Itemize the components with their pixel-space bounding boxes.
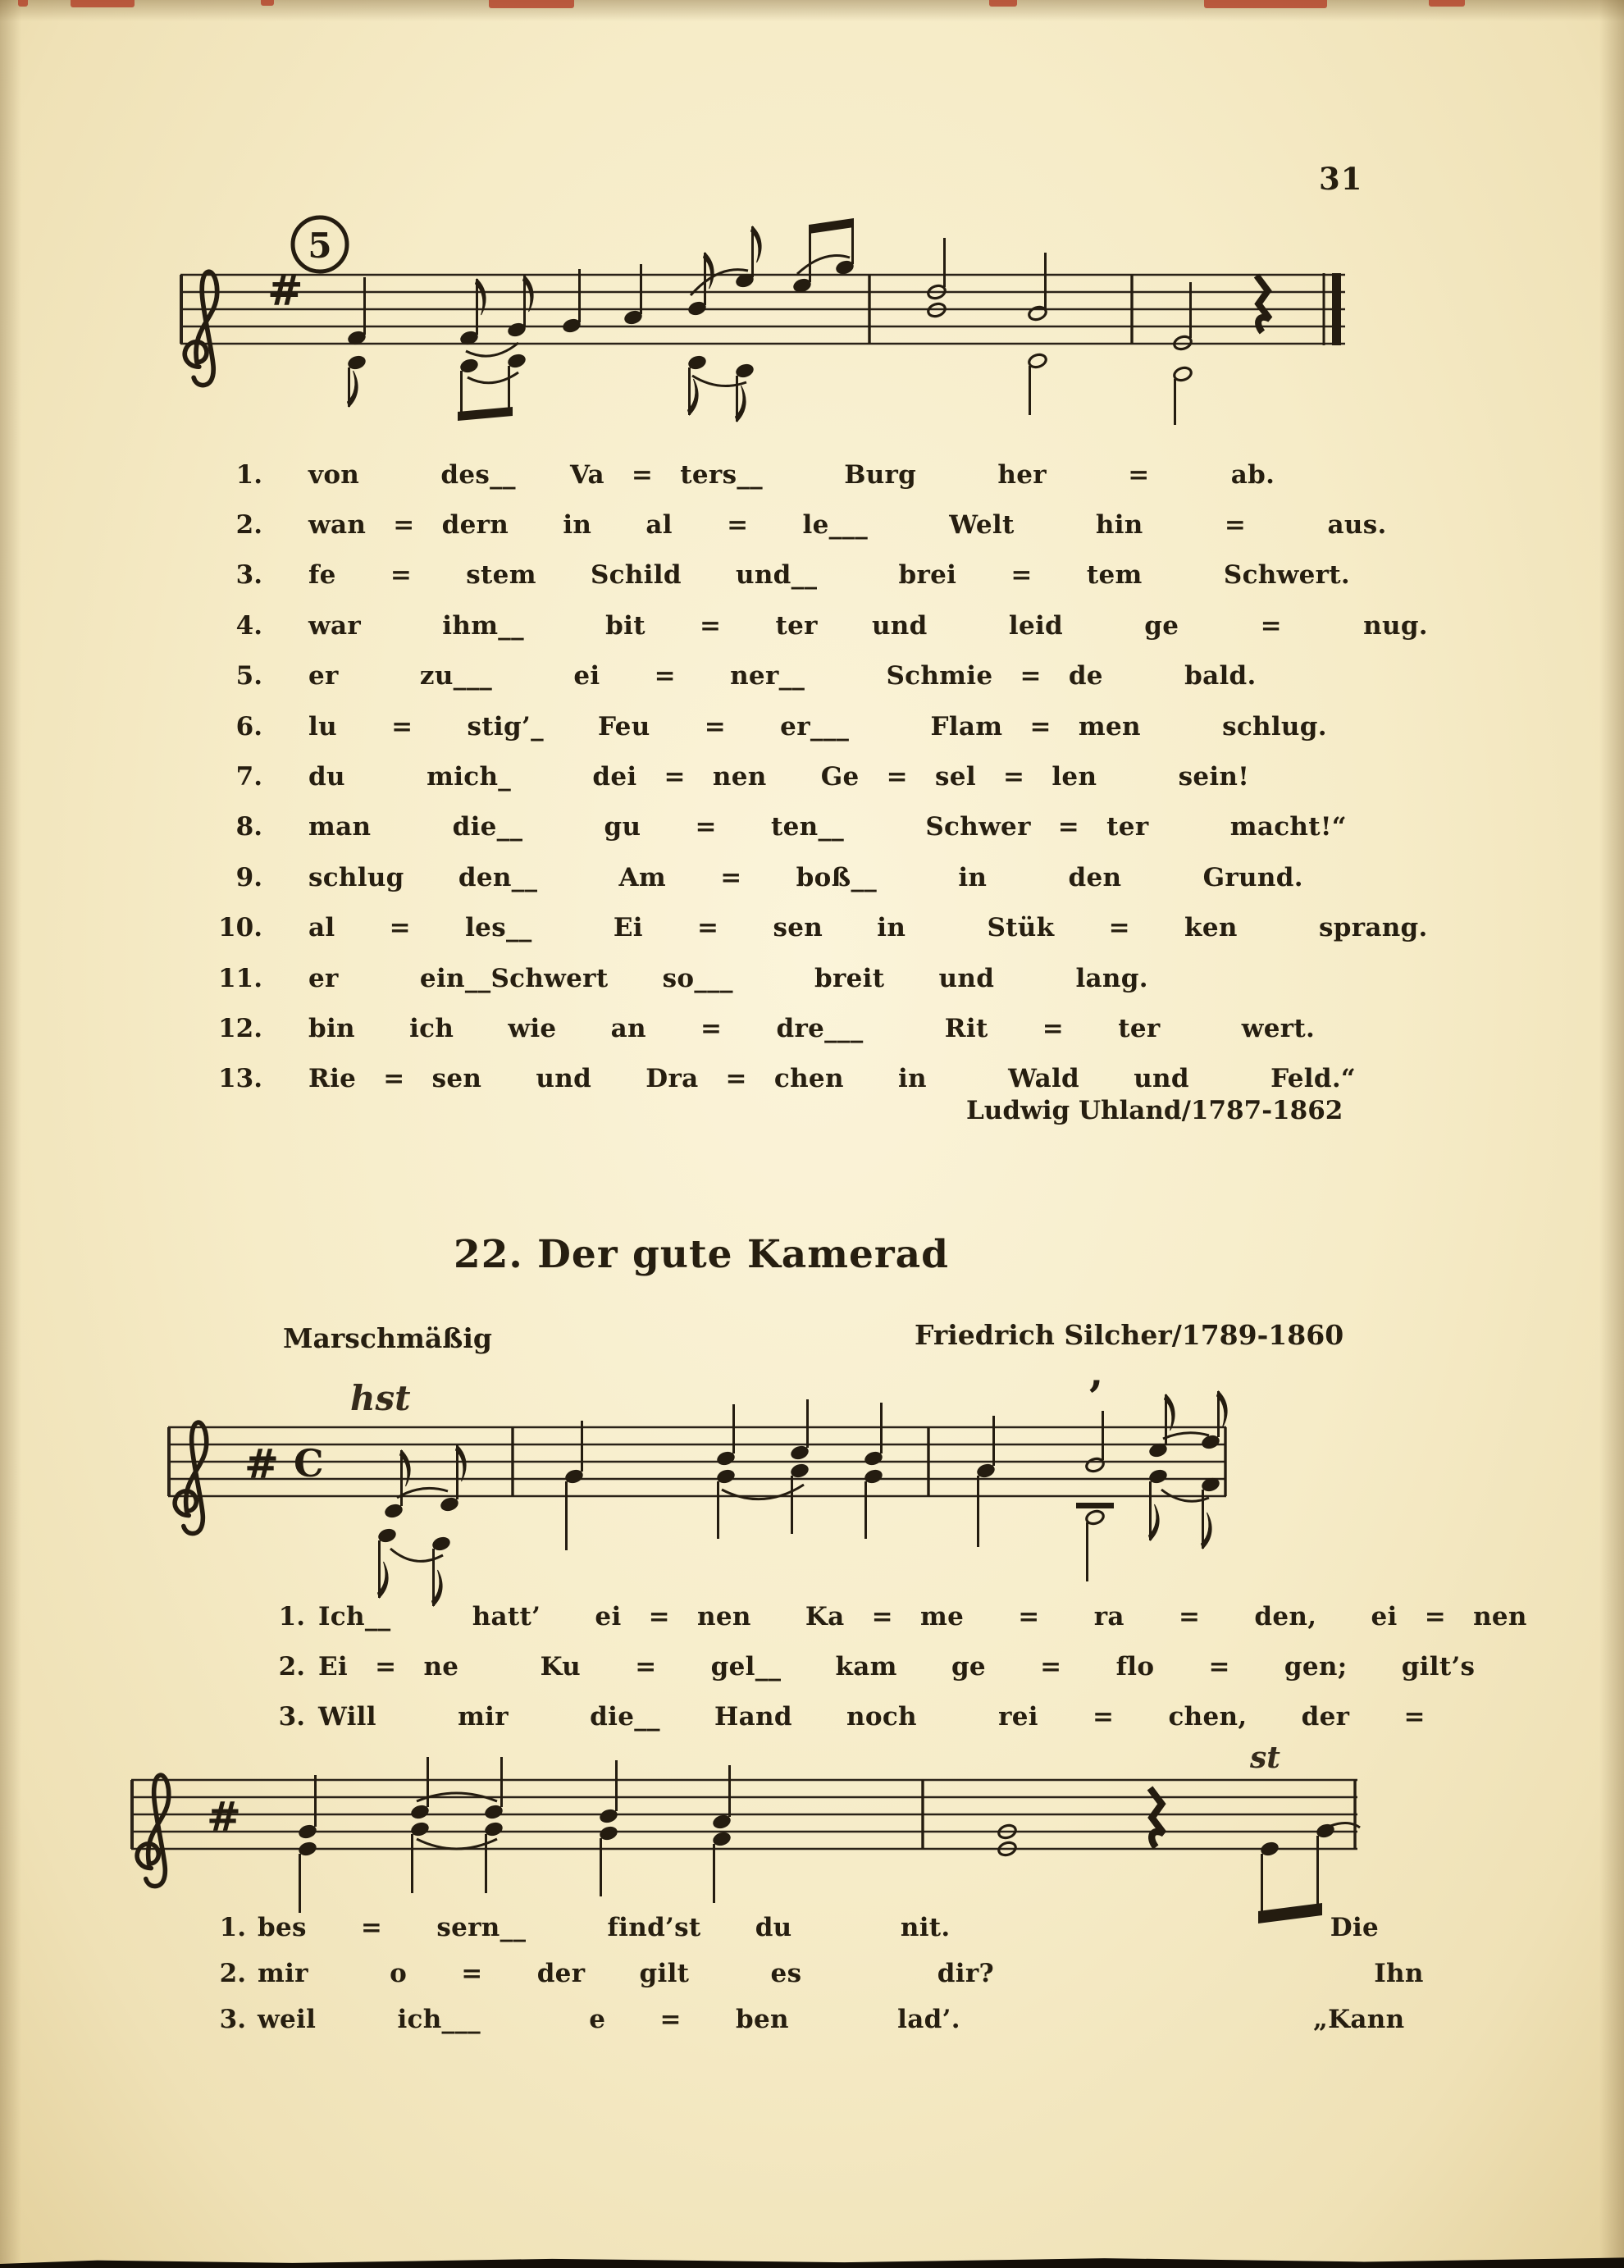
verse-line [197, 903, 1428, 953]
verse-number: 4. [235, 610, 262, 641]
melody-notes [298, 1757, 1360, 1923]
verse-number: 2. [235, 510, 262, 541]
verse-number: 2. [219, 1959, 246, 1988]
time-signature: C [294, 1441, 324, 1485]
staff-lines [168, 1427, 1226, 1496]
verse-line [212, 1996, 1424, 2042]
verse-number: 11. [218, 963, 262, 993]
melody-notes [377, 1391, 1227, 1606]
handwritten-annotation-st: st [1250, 1741, 1280, 1775]
verse-block-previous-song [197, 449, 1428, 1104]
poet-attribution: Ludwig Uhland/1787-1862 [966, 1096, 1343, 1125]
treble-clef-icon [185, 272, 217, 385]
edge-red-mark [489, 0, 574, 8]
verse-line [197, 651, 1428, 701]
edge-red-mark [1204, 0, 1327, 8]
paper-edge-top [0, 0, 1624, 21]
paper-edge-right [1599, 0, 1624, 2268]
music-staff-previous-song [148, 115, 1362, 476]
verse-line [197, 449, 1428, 500]
verse-text: Ei = ne Ku = gel__ kam ge = flo = gen; gilt’s [318, 1651, 1476, 1682]
verse-line [197, 1003, 1428, 1053]
verse-text: er ein__Schwert so___ breit und lang. [308, 963, 1148, 993]
verse-line [197, 701, 1428, 751]
edge-red-mark [261, 0, 274, 6]
handwritten-annotation-hst: hst [350, 1378, 411, 1418]
song-title: 22. Der gute Kamerad [454, 1232, 949, 1277]
sharp-sign-icon: # [267, 266, 303, 316]
melody-notes [347, 218, 1341, 425]
verse-line [197, 852, 1428, 902]
verse-number: 6. [235, 711, 262, 742]
verse-text: Rie = sen und Dra = chen in Wald und Feld.“ [308, 1064, 1357, 1094]
quarter-rest-icon [1257, 276, 1270, 332]
verse-line [212, 1905, 1424, 1951]
verse-line [197, 751, 1428, 801]
phrase-number-badge [293, 217, 347, 272]
verse-number: 9. [235, 862, 262, 892]
verse-number: 13. [218, 1064, 262, 1094]
verse-text: fe = stem Schild und__ brei = tem Schwert. [308, 560, 1350, 591]
verse-line [197, 550, 1428, 600]
paper-edge-bottom [0, 2253, 1624, 2268]
verse-line [271, 1591, 1527, 1641]
verse-text: al = les__ Ei = sen in Stük = ken sprang. [308, 913, 1428, 943]
verse-text: du mich_ dei = nen Ge = sel = len sein! [308, 762, 1250, 792]
verse-text: lu = stig’_ Feu = er___ Flam = men schlug. [308, 711, 1327, 742]
verse-text: wan = dern in al = le___ Welt hin = aus. [308, 510, 1387, 541]
edge-red-mark [71, 0, 135, 7]
verse-line [197, 953, 1428, 1003]
verse-number: 10. [218, 913, 262, 943]
edge-red-mark [989, 0, 1017, 7]
final-barline-thick [1332, 273, 1341, 345]
verse-line [271, 1641, 1527, 1691]
page-number: 31 [1319, 161, 1363, 197]
verse-number: 3. [235, 560, 262, 591]
tempo-marking: Marschmäßig [283, 1322, 492, 1354]
phrase-number: 5 [308, 226, 332, 266]
sharp-sign-icon: # [207, 1792, 241, 1841]
verse-line [197, 500, 1428, 550]
verse-line [197, 600, 1428, 650]
verse-line [212, 1951, 1424, 1996]
paper-edge-left [0, 0, 21, 2268]
verse-number: 12. [218, 1013, 262, 1043]
verse-line [197, 802, 1428, 852]
edge-red-mark [18, 0, 28, 7]
verse-text: weil ich___ e = ben lad’. „Kann [258, 2005, 1405, 2034]
verse-text: man die__ gu = ten__ Schwer = ter macht!“ [308, 812, 1347, 842]
verse-text: er zu___ ei = ner__ Schmie = de bald. [308, 661, 1257, 691]
second-voice-notes [347, 353, 755, 422]
verse-text: bes = sern__ find’st du nit. Die [258, 1913, 1380, 1942]
verse-number: 3. [278, 1701, 305, 1732]
verse-number: 2. [278, 1651, 305, 1682]
composer-attribution: Friedrich Silcher/1789-1860 [915, 1319, 1344, 1351]
verse-number: 3. [219, 2005, 246, 2034]
verse-number: 1. [235, 459, 262, 490]
verse-text: mir o = der gilt es dir? Ihn [258, 1959, 1424, 1988]
verse-block-kamerad-2 [212, 1905, 1424, 2042]
verse-text: bin ich wie an = dre___ Rit = ter wert. [308, 1013, 1316, 1043]
verse-number: 1. [219, 1913, 246, 1942]
verse-number: 1. [278, 1601, 305, 1631]
edge-red-mark [1429, 0, 1465, 7]
verse-text: von des__ Va = ters__ Burg her = ab. [308, 459, 1275, 490]
verse-text: Ich__ hatt’ ei = nen Ka = me = ra = den, ei = nen [318, 1601, 1527, 1631]
verse-number: 8. [235, 812, 262, 842]
verse-number: 7. [235, 762, 262, 792]
verse-number: 5. [235, 661, 262, 691]
verse-text: war ihm__ bit = ter und leid ge = nug. [308, 610, 1428, 641]
verse-text: schlug den__ Am = boß__ in den Grund. [308, 862, 1303, 892]
breath-mark-icon: ’ [1088, 1371, 1103, 1423]
verse-text: Will mir die__ Hand noch rei = chen, der = [318, 1701, 1426, 1732]
sharp-sign-icon: # [244, 1440, 279, 1488]
